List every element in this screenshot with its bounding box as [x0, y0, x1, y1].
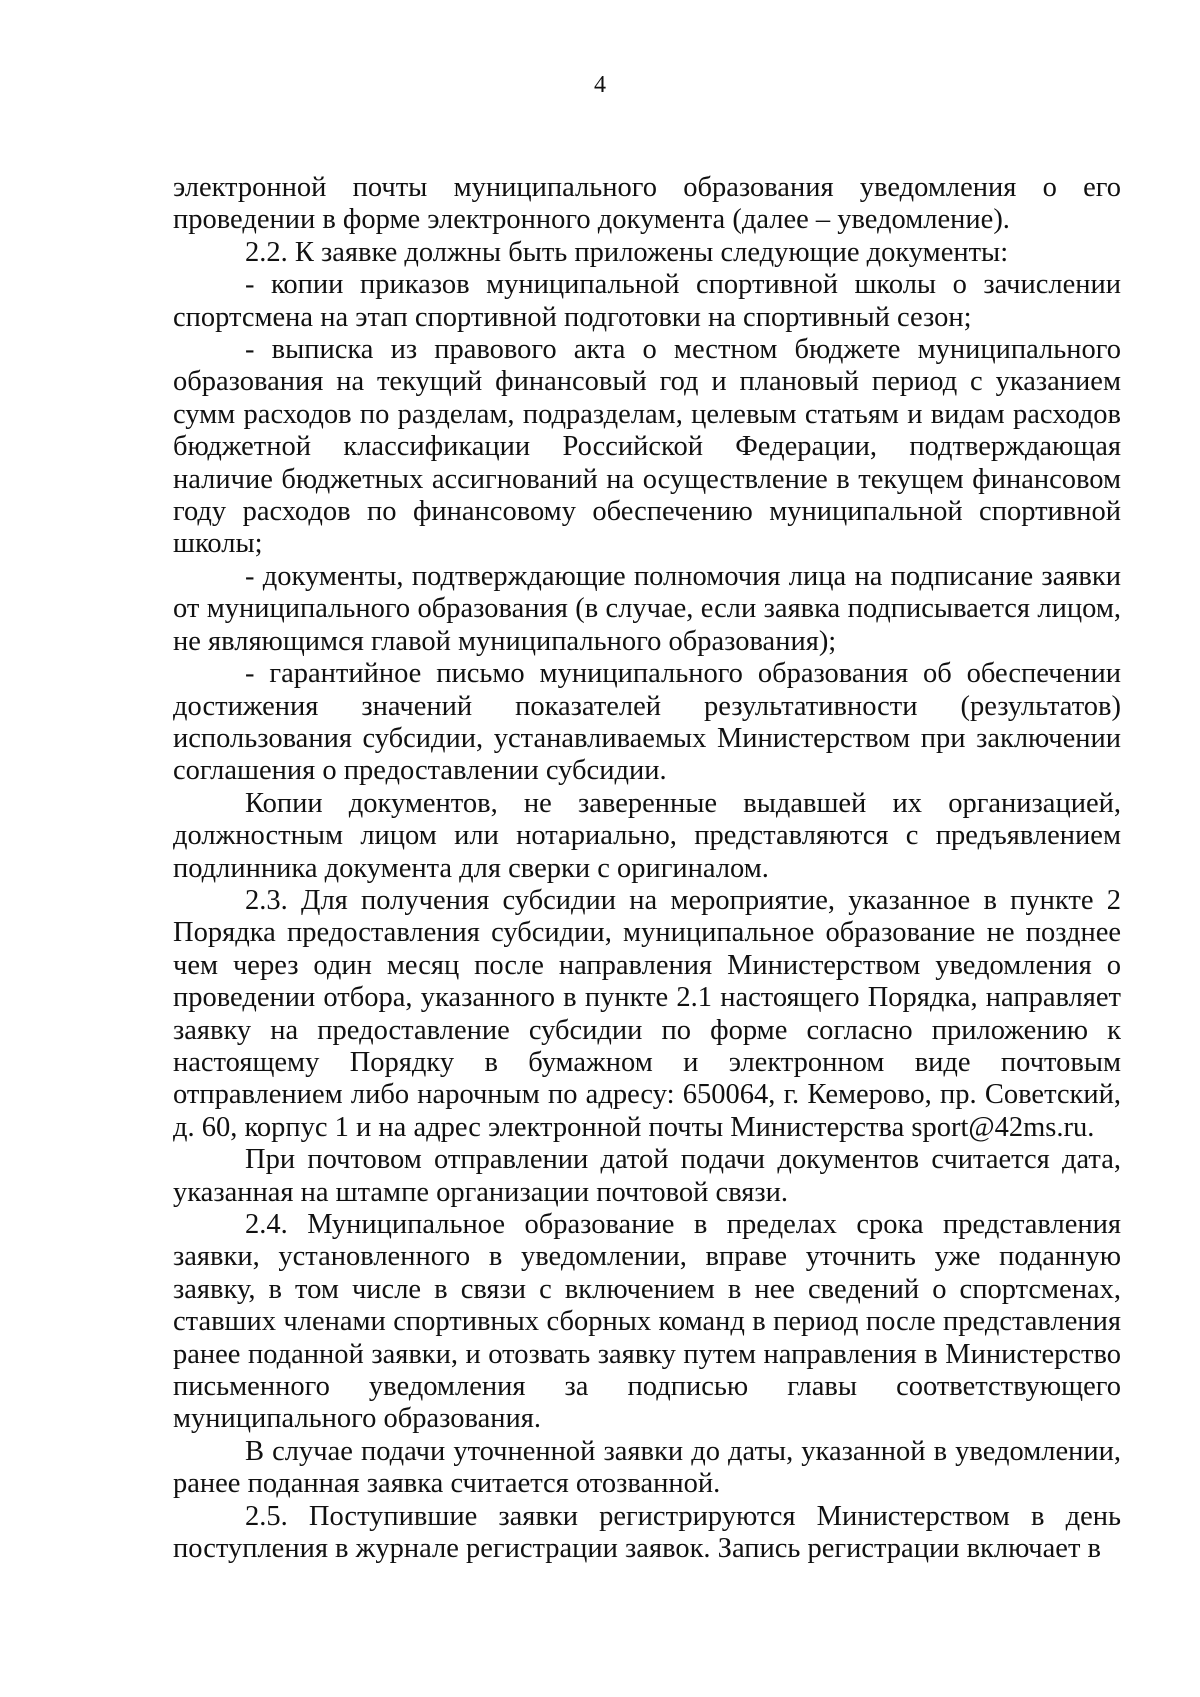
paragraph-2-2-heading: 2.2. К заявке должны быть приложены следующие документы:	[245, 236, 1009, 268]
paragraph-guarantee-letter: - гарантийное письмо муниципального образования об обеспечении достижения значений показателей результативности (результатов) использования субсидии, устанавливаемых Министерством при заключении соглашения о предоставлении субсидии.	[173, 658, 1121, 787]
document-body	[173, 172, 1121, 1565]
paragraph-updated-application: В случае подачи уточненной заявки до даты, указанной в уведомлении, ранее поданная заявка считается отозванной.	[173, 1435, 1121, 1500]
paragraph-2-5: 2.5. Поступившие заявки регистрируются Министерством в день поступления в журнале регистрации заявок. Запись регистрации включает в	[173, 1500, 1121, 1565]
paragraph-email-notice: электронной почты муниципального образования уведомления о его проведении в форме электронного документа (далее – уведомление).	[173, 172, 1121, 236]
paragraph-postal-date: При почтовом отправлении датой подачи документов считается дата, указанная на штампе организации почтовой связи.	[173, 1144, 1121, 1208]
paragraph-authority-documents: - документы, подтверждающие полномочия лица на подписание заявки от муниципального образования (в случае, если заявка подписывается лицом, не являющимся главой муниципального образования);	[173, 560, 1121, 657]
paragraph-2-4: 2.4. Муниципальное образование в пределах срока представления заявки, установленного в уведомлении, вправе уточнить уже поданную заявку, в том числе в связи с включением в нее сведений о спортсменах, ставших членами спортивных сборных команд в период после представления ранее поданной заявки, и отозвать заявку путем направления в Министерство письменного уведомления за подписью главы соответствующего муниципального образования.	[173, 1209, 1121, 1435]
paragraph-document-copies: Копии документов, не заверенные выдавшей их организацией, должностным лицом или нотариально, представляются с предъявлением подлинника документа для сверки с оригиналом.	[173, 787, 1121, 884]
paragraph-orders-copies: - копии приказов муниципальной спортивной школы о зачислении спортсмена на этап спортивной подготовки на спортивный сезон;	[173, 269, 1121, 333]
paragraph-2-3: 2.3. Для получения субсидии на мероприятие, указанное в пункте 2 Порядка предоставления субсидии, муниципальное образование не позднее чем через один месяц после направления Министерством уведомления о проведении отбора, указанного в пункте 2.1 настоящего Порядка, направляет заявку на предоставление субсидии по форме согласно приложению к настоящему Порядку в бумажном и электронном виде почтовым отправлением либо нарочным по адресу: 650064, г. Кемерово, пр. Советский, д. 60, корпус 1 и на адрес электронной почты Министерства sport@42ms.ru.	[173, 884, 1121, 1143]
page-number: 4	[594, 72, 606, 98]
paragraph-budget-extract: - выписка из правового акта о местном бюджете муниципального образования на текущий финансовый год и плановый период с указанием сумм расходов по разделам, подразделам, целевым статьям и видам расходов бюджетной классификации Российской Федерации, подтверждающая наличие бюджетных ассигнований на осуществление в текущем финансовом году расходов по финансовому обеспечению муниципальной спортивной школы;	[173, 334, 1121, 560]
